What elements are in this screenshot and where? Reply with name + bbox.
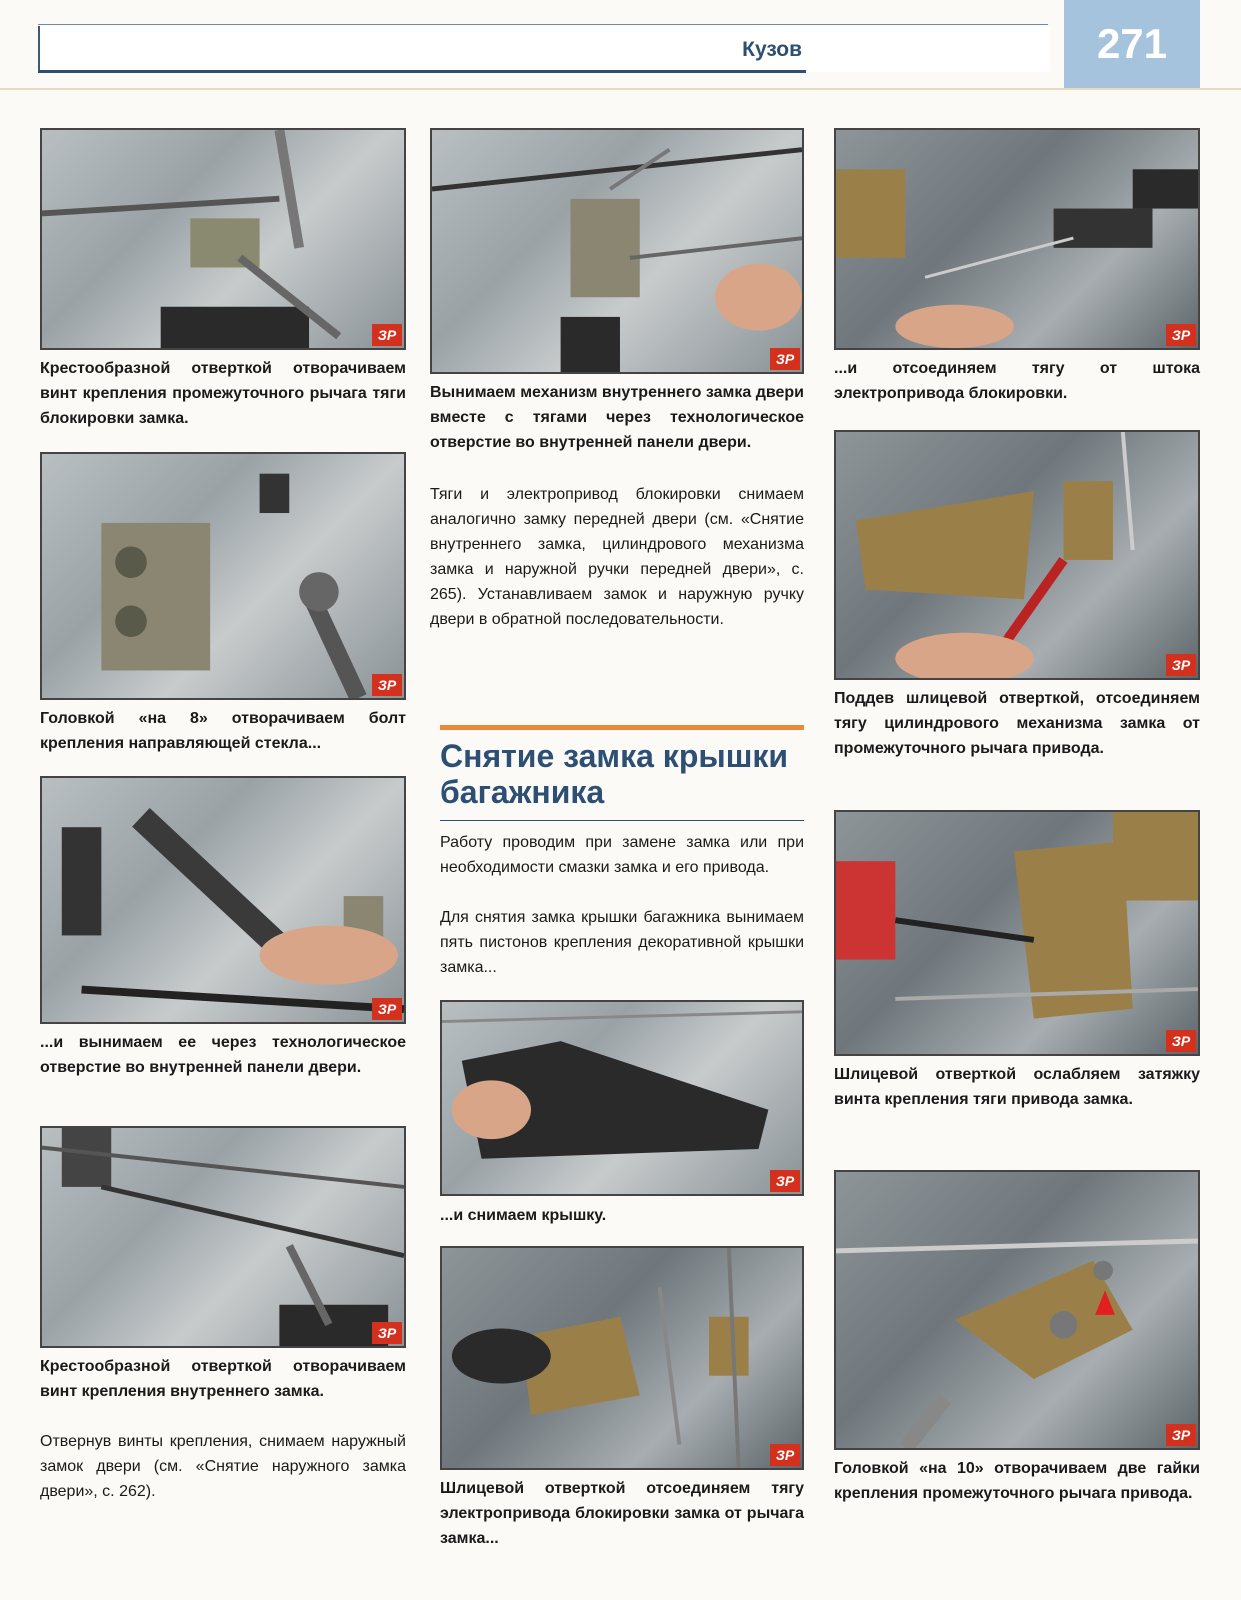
- photo-actuator-rod: [834, 128, 1200, 350]
- caption-col3-4: Головкой «на 10» отворачиваем две гайки крепления промежуточного рычага привода.: [834, 1460, 1200, 1502]
- photo-badge: ЗР: [372, 998, 402, 1020]
- section-heading-rule: [440, 820, 804, 821]
- photo-badge: ЗР: [372, 1322, 402, 1344]
- photo-door-lever-screw: [40, 128, 406, 350]
- caption-col1-3: ...и вынимаем ее через технологическое отверстие во внутренней панели двери.: [40, 1034, 406, 1076]
- text-col2-1: Тяги и электропривод блокировки снимаем аналогично замку передней двери (см. «Снятие внутреннего замка, цилиндрового механизма замка и наружной ручки передней двери», с. 265). Устанавливаем замок и наружную ручку двери в обратной последовательности.: [430, 486, 804, 628]
- photo-disconnect-actuator-rod: [440, 1246, 804, 1470]
- photo-remove-guide: [40, 776, 406, 1024]
- photo-badge: ЗР: [372, 674, 402, 696]
- page-number-box: [1064, 0, 1200, 90]
- photo-badge: ЗР: [770, 348, 800, 370]
- photo-cylinder-rod: [834, 430, 1200, 680]
- text-col2-intro2: Для снятия замка крышки багажника вынимаем пять пистонов крепления декоративной крышки замка...: [440, 909, 804, 976]
- photo-glass-guide-bolt: [40, 452, 406, 700]
- photo-badge: ЗР: [770, 1170, 800, 1192]
- photo-inner-lock-screw: [40, 1126, 406, 1348]
- caption-col1-4: Крестообразной отверткой отворачиваем винт крепления внутреннего замка.: [40, 1358, 406, 1400]
- caption-col1-1: Крестообразной отверткой отворачиваем винт крепления промежуточного рычага тяги блокировки замка.: [40, 360, 406, 427]
- photo-loosen-rod-screw: [834, 810, 1200, 1056]
- header-underline: [38, 70, 806, 73]
- caption-col2-3: Шлицевой отверткой отсоединяем тягу электропривода блокировки замка от рычага замка...: [440, 1480, 804, 1547]
- photo-remove-inner-lock: [430, 128, 804, 374]
- photo-badge: ЗР: [372, 324, 402, 346]
- text-col1-4: Отвернув винты крепления, снимаем наружный замок двери (см. «Снятие наружного замка двери», с. 262).: [40, 1433, 406, 1500]
- photo-badge: ЗР: [1166, 1424, 1196, 1446]
- photo-badge: ЗР: [770, 1444, 800, 1466]
- caption-col3-3: Шлицевой отверткой ослабляем затяжку винта крепления тяги привода замка.: [834, 1066, 1200, 1108]
- section-title: Кузов: [742, 38, 802, 61]
- header-divider: [0, 88, 1241, 90]
- header-top-line: [38, 24, 1048, 25]
- photo-lever-nuts: [834, 1170, 1200, 1450]
- section-accent-bar: [440, 725, 804, 730]
- photo-badge: ЗР: [1166, 1030, 1196, 1052]
- photo-remove-cover: [440, 1000, 804, 1196]
- header-bar: [38, 26, 1050, 72]
- photo-badge: ЗР: [1166, 324, 1196, 346]
- caption-col3-1: ...и отсоединяем тягу от штока электропривода блокировки.: [834, 360, 1200, 402]
- caption-col3-2: Поддев шлицевой отверткой, отсоединяем тягу цилиндрового механизма замка от промежуточного рычага привода.: [834, 690, 1200, 757]
- page-number: 271: [1096, 20, 1168, 67]
- section-heading: Снятие замка крышки багажника: [440, 738, 789, 810]
- photo-badge: ЗР: [1166, 654, 1196, 676]
- caption-col2-2: ...и снимаем крышку.: [440, 1207, 607, 1224]
- caption-col1-2: Головкой «на 8» отворачиваем болт крепления направляющей стекла...: [40, 710, 406, 752]
- text-col2-intro1: Работу проводим при замене замка или при необходимости смазки замка и его привода.: [440, 834, 804, 876]
- caption-col2-1: Вынимаем механизм внутреннего замка двери вместе с тягами через технологическое отверстие во внутренней панели двери.: [430, 384, 804, 451]
